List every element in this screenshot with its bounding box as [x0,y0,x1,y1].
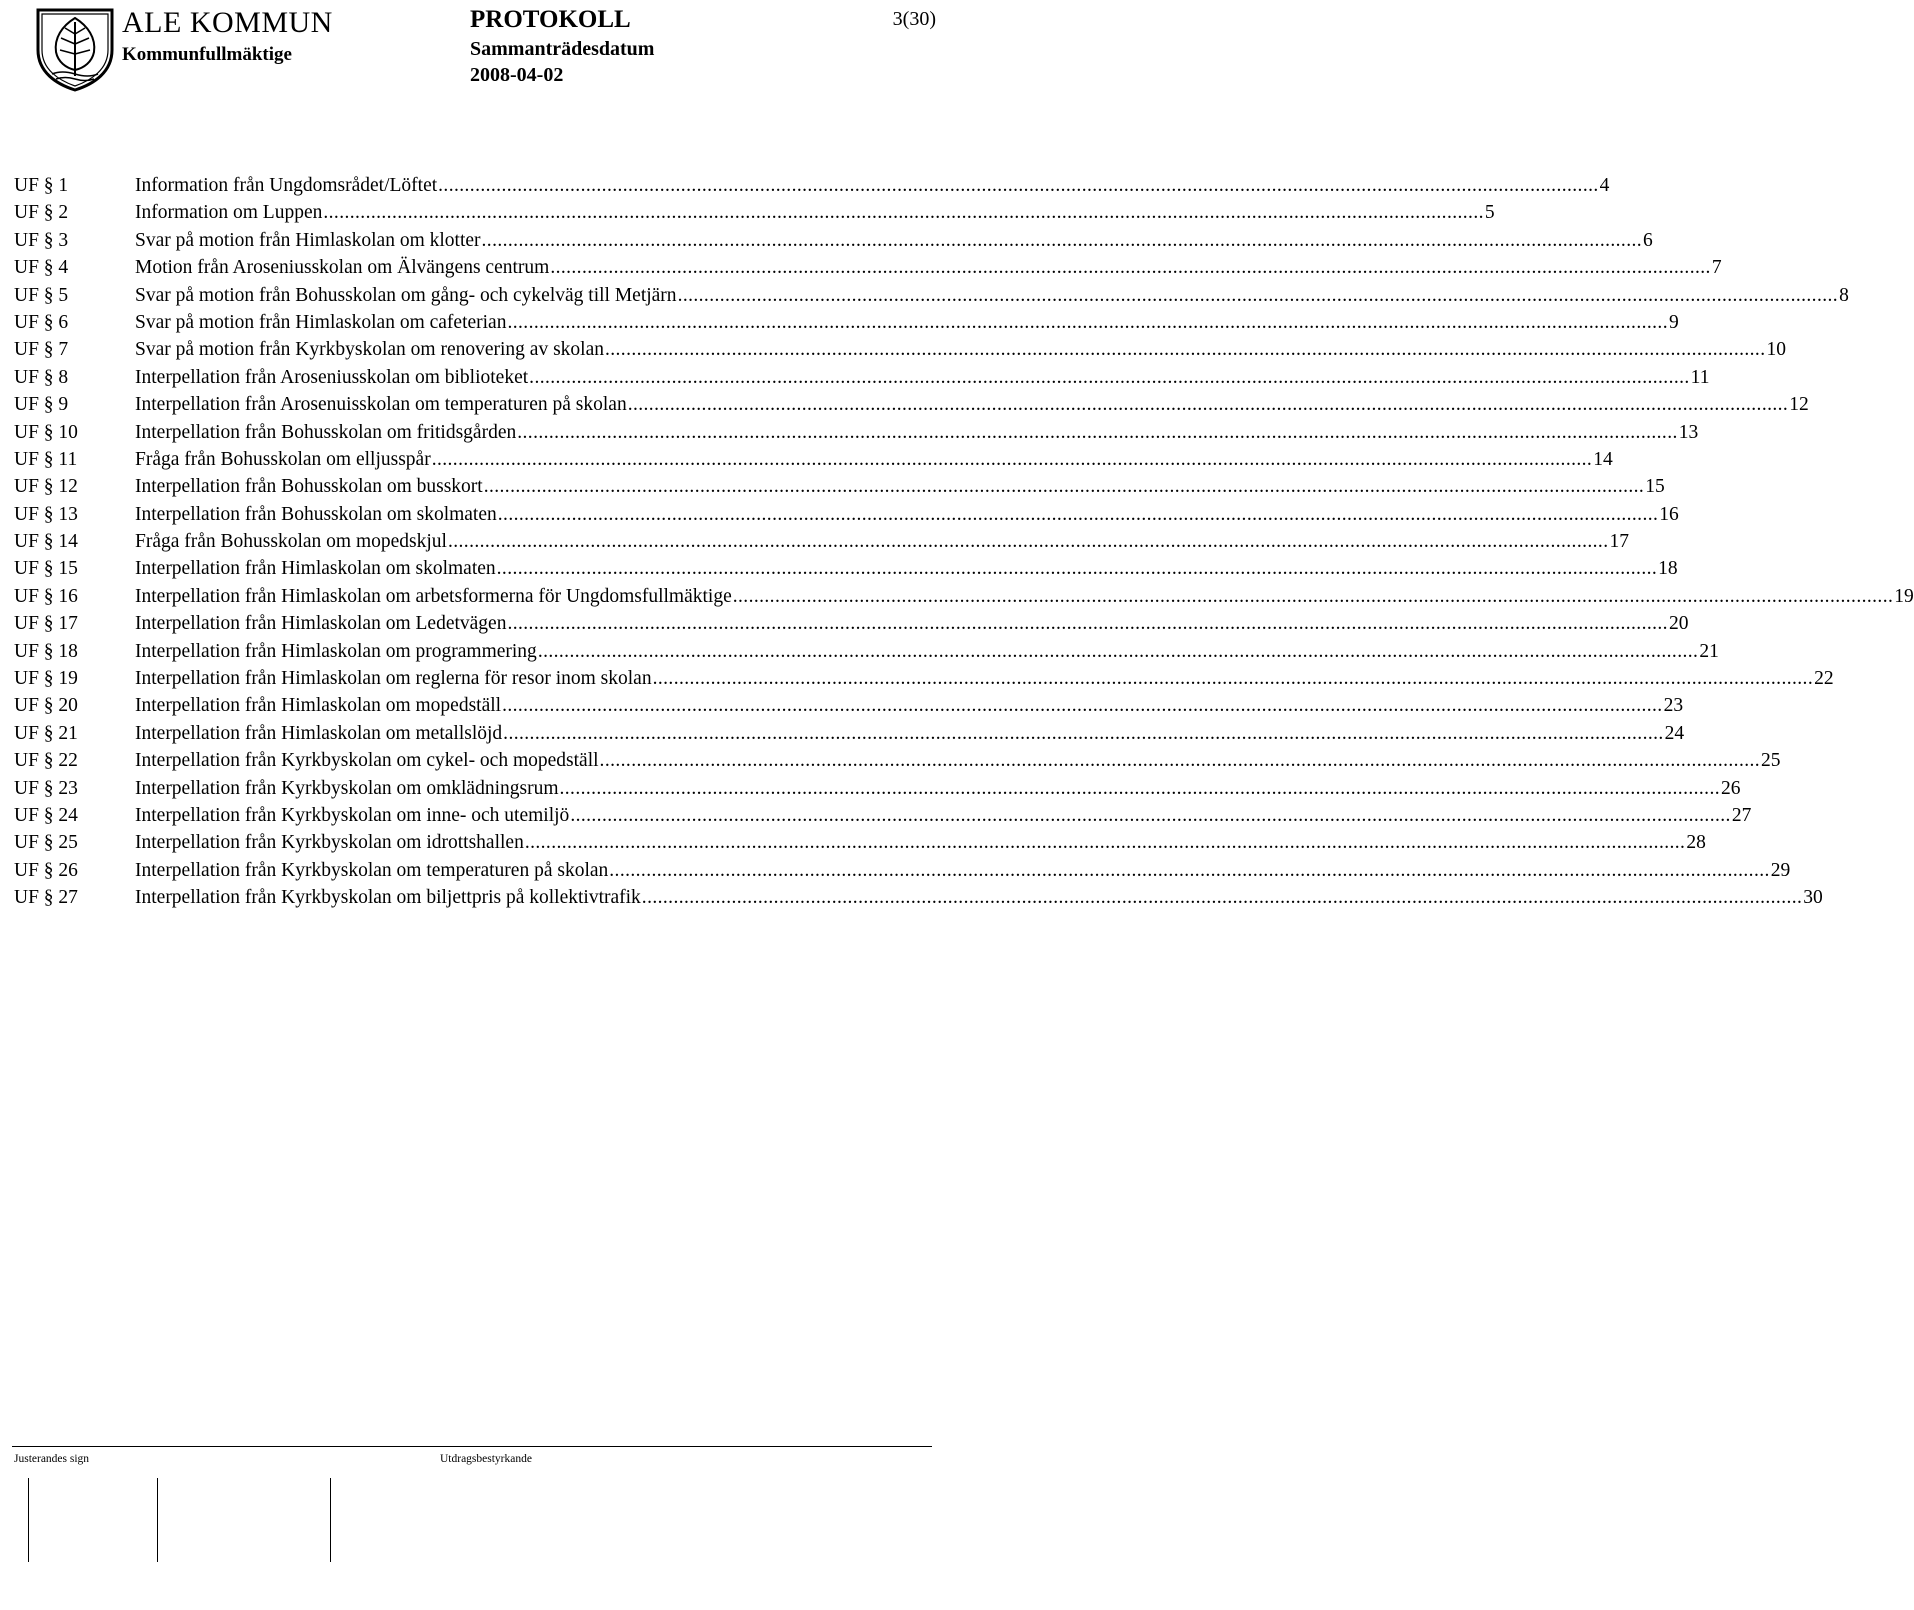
toc-entry-title: Svar på motion från Himlaskolan om cafeterian [135,311,507,333]
toc-entry-reference: UF § 5 [14,284,69,306]
toc-entry [14,802,1752,829]
toc-entry-title: Interpellation från Kyrkbyskolan om inne- och utemiljö [135,804,570,826]
toc-entry-reference: UF § 3 [14,229,69,251]
toc-entry [14,665,1834,692]
toc-dot-leader: ............................................................................................................................................................................................................................ [559,777,1720,799]
toc-entry-page-number: 10 [1766,339,1786,361]
toc-entry-page-number: 30 [1803,887,1823,909]
toc-entry-page-number: 26 [1721,777,1741,799]
toc-entry-title: Interpellation från Himlaskolan om metallslöjd [135,722,503,744]
toc-entry-reference: UF § 1 [14,175,69,196]
toc-entry [14,884,1823,911]
toc-dot-leader: ............................................................................................................................................................................................................................ [550,257,1711,279]
toc-entry-title: Interpellation från Himlaskolan om programmering [135,640,537,662]
meeting-date-label: Sammanträdesdatum [470,38,655,60]
toc-entry-page-number: 27 [1731,804,1752,826]
toc-entry [14,254,1722,281]
signature-box-divider [28,1478,29,1562]
toc-entry [14,446,1613,473]
toc-entry-reference: UF § 19 [14,668,78,690]
toc-entry-page-number: 5 [1484,202,1495,224]
toc-entry-reference: UF § 23 [14,777,78,799]
toc-entry [14,583,1914,610]
toc-entry-title: Interpellation från Aroseniusskolan om biblioteket [135,366,529,388]
toc-dot-leader: ............................................................................................................................................................................................................................ [481,229,1643,251]
toc-entry-reference: UF § 22 [14,750,78,772]
page-number: 3(30) [892,8,936,30]
toc-entry-reference: UF § 7 [14,339,69,361]
document-type: PROTOKOLL [470,6,631,33]
toc-entry [14,638,1719,665]
toc-entry-title: Interpellation från Bohusskolan om skolmaten [135,503,497,525]
toc-dot-leader: ............................................................................................................................................................................................................................ [502,695,1663,717]
org-name: ALE KOMMUN [122,6,333,39]
table-of-contents [14,172,1914,912]
toc-entry-title: Interpellation från Kyrkbyskolan om cykel- och mopedställ [135,750,599,772]
toc-dot-leader: ............................................................................................................................................................................................................................ [497,503,1659,525]
toc-entry [14,391,1809,418]
toc-entry-title: Interpellation från Bohusskolan om fritidsgården [135,421,517,443]
toc-dot-leader: ............................................................................................................................................................................................................................ [503,722,1664,744]
toc-entry [14,227,1653,254]
footer-divider [12,1446,932,1447]
toc-dot-leader: ............................................................................................................................................................................................................................ [599,750,1761,772]
toc-entry-page-number: 22 [1814,668,1834,690]
toc-entry-page-number: 14 [1593,448,1613,470]
toc-entry-reference: UF § 16 [14,585,78,607]
toc-dot-leader: ............................................................................................................................................................................................................................ [431,448,1593,470]
toc-entry-reference: UF § 12 [14,476,78,498]
toc-entry-title: Svar på motion från Bohusskolan om gång- och cykelväg till Metjärn [135,284,677,306]
toc-dot-leader: ............................................................................................................................................................................................................................ [537,640,1699,662]
toc-entry-page-number: 17 [1609,531,1629,553]
toc-dot-leader: ............................................................................................................................................................................................................................ [517,421,1678,443]
ale-kommun-logo-icon [32,4,118,92]
toc-entry-reference: UF § 4 [14,257,69,279]
meeting-date-value: 2008-04-02 [470,64,564,86]
toc-entry-page-number: 25 [1761,750,1781,772]
toc-entry-page-number: 28 [1686,832,1706,854]
certification-label: Utdragsbestyrkande [440,1453,532,1465]
toc-entry [14,720,1685,747]
toc-entry-page-number: 16 [1659,503,1679,525]
toc-entry-page-number: 29 [1770,859,1791,881]
toc-entry-title: Interpellation från Arosenuisskolan om temperaturen på skolan [135,394,627,416]
toc-entry-reference: UF § 15 [14,558,78,580]
toc-entry-title: Svar på motion från Himlaskolan om klotter [135,229,481,251]
toc-entry [14,282,1849,309]
toc-entry-reference: UF § 14 [14,531,78,553]
toc-dot-leader: ............................................................................................................................................................................................................................ [323,202,1484,224]
toc-entry-page-number: 6 [1643,229,1653,251]
toc-entry-reference: UF § 20 [14,695,78,717]
toc-entry-title: Information från Ungdomsrådet/Löftet [135,175,438,196]
toc-dot-leader: ............................................................................................................................................................................................................................ [627,394,1789,416]
toc-dot-leader: ............................................................................................................................................................................................................................ [732,585,1894,607]
toc-entry-title: Interpellation från Bohusskolan om busskort [135,476,483,498]
toc-entry-reference: UF § 17 [14,613,78,635]
toc-entry-title: Interpellation från Himlaskolan om Ledetvägen [135,613,507,635]
toc-entry-reference: UF § 26 [14,859,78,881]
toc-entry [14,172,1610,199]
toc-entry [14,336,1786,363]
toc-entry [14,829,1706,856]
toc-entry-page-number: 21 [1699,640,1719,662]
toc-dot-leader: ............................................................................................................................................................................................................................ [447,531,1609,553]
toc-entry-reference: UF § 6 [14,311,69,333]
toc-entry-title: Interpellation från Kyrkbyskolan om biljettpris på kollektivtrafik [135,887,641,909]
toc-entry [14,528,1629,555]
toc-dot-leader: ............................................................................................................................................................................................................................ [507,613,1668,635]
toc-dot-leader: ............................................................................................................................................................................................................................ [483,476,1645,498]
toc-entry-title: Interpellation från Kyrkbyskolan om temperaturen på skolan [135,859,609,881]
toc-entry [14,747,1781,774]
toc-entry-reference: UF § 8 [14,366,69,388]
toc-entry [14,199,1495,226]
toc-entry-title: Fråga från Bohusskolan om elljusspår [135,448,431,470]
toc-entry [14,857,1791,884]
toc-entry-reference: UF § 27 [14,887,78,909]
toc-entry-title: Motion från Aroseniusskolan om Älvängens centrum [135,257,550,279]
toc-entry-page-number: 20 [1668,613,1689,635]
toc-entry-page-number: 15 [1645,476,1665,498]
toc-entry-page-number: 12 [1789,394,1809,416]
toc-entry-title: Information om Luppen [135,202,323,224]
toc-entry-reference: UF § 9 [14,394,69,416]
toc-entry [14,473,1665,500]
toc-entry-title: Svar på motion från Kyrkbyskolan om renovering av skolan [135,339,604,361]
toc-entry [14,555,1678,582]
toc-entry-page-number: 24 [1664,722,1685,744]
org-subtitle: Kommunfullmäktige [122,44,292,65]
toc-entry-reference: UF § 21 [14,722,78,744]
toc-entry [14,692,1684,719]
toc-entry [14,501,1679,528]
toc-entry-page-number: 9 [1668,311,1679,333]
toc-entry-page-number: 8 [1839,284,1849,306]
toc-entry-reference: UF § 11 [14,448,78,470]
toc-entry-page-number: 19 [1894,585,1914,607]
toc-dot-leader: ............................................................................................................................................................................................................................ [609,859,1770,881]
toc-dot-leader: ............................................................................................................................................................................................................................ [641,887,1803,909]
toc-entry [14,364,1710,391]
toc-dot-leader: ............................................................................................................................................................................................................................ [438,175,1599,196]
toc-entry-reference: UF § 13 [14,503,78,525]
toc-entry-reference: UF § 18 [14,640,78,662]
toc-dot-leader: ............................................................................................................................................................................................................................ [507,311,1668,333]
toc-entry-title: Fråga från Bohusskolan om mopedskjul [135,531,447,553]
toc-dot-leader: ............................................................................................................................................................................................................................ [570,804,1731,826]
toc-entry-page-number: 7 [1711,257,1722,279]
toc-dot-leader: ............................................................................................................................................................................................................................ [677,284,1839,306]
toc-dot-leader: ............................................................................................................................................................................................................................ [604,339,1766,361]
signature-box-divider [330,1478,331,1562]
toc-entry [14,419,1699,446]
toc-dot-leader: ............................................................................................................................................................................................................................ [529,366,1690,388]
toc-dot-leader: ............................................................................................................................................................................................................................ [524,832,1686,854]
toc-entry-reference: UF § 2 [14,202,69,224]
toc-entry-reference: UF § 10 [14,421,78,443]
toc-entry-page-number: 23 [1663,695,1684,717]
toc-entry-page-number: 4 [1599,175,1610,196]
toc-entry-title: Interpellation från Himlaskolan om mopedställ [135,695,502,717]
toc-entry [14,610,1689,637]
toc-entry [14,775,1741,802]
signature-label: Justerandes sign [14,1453,90,1465]
toc-entry-title: Interpellation från Himlaskolan om skolmaten [135,558,496,580]
toc-entry-title: Interpellation från Kyrkbyskolan om omklädningsrum [135,777,559,799]
toc-entry-page-number: 13 [1678,421,1699,443]
toc-entry-reference: UF § 24 [14,804,78,826]
toc-entry-reference: UF § 25 [14,832,78,854]
toc-entry-page-number: 18 [1658,558,1678,580]
signature-box-divider [157,1478,158,1562]
toc-entry-title: Interpellation från Himlaskolan om reglerna för resor inom skolan [135,668,652,690]
toc-entry-title: Interpellation från Himlaskolan om arbetsformerna för Ungdomsfullmäktige [135,585,732,607]
toc-entry-title: Interpellation från Kyrkbyskolan om idrottshallen [135,832,524,854]
toc-dot-leader: ............................................................................................................................................................................................................................ [652,668,1814,690]
toc-entry [14,309,1679,336]
toc-dot-leader: ............................................................................................................................................................................................................................ [496,558,1658,580]
toc-entry-page-number: 11 [1690,366,1710,388]
